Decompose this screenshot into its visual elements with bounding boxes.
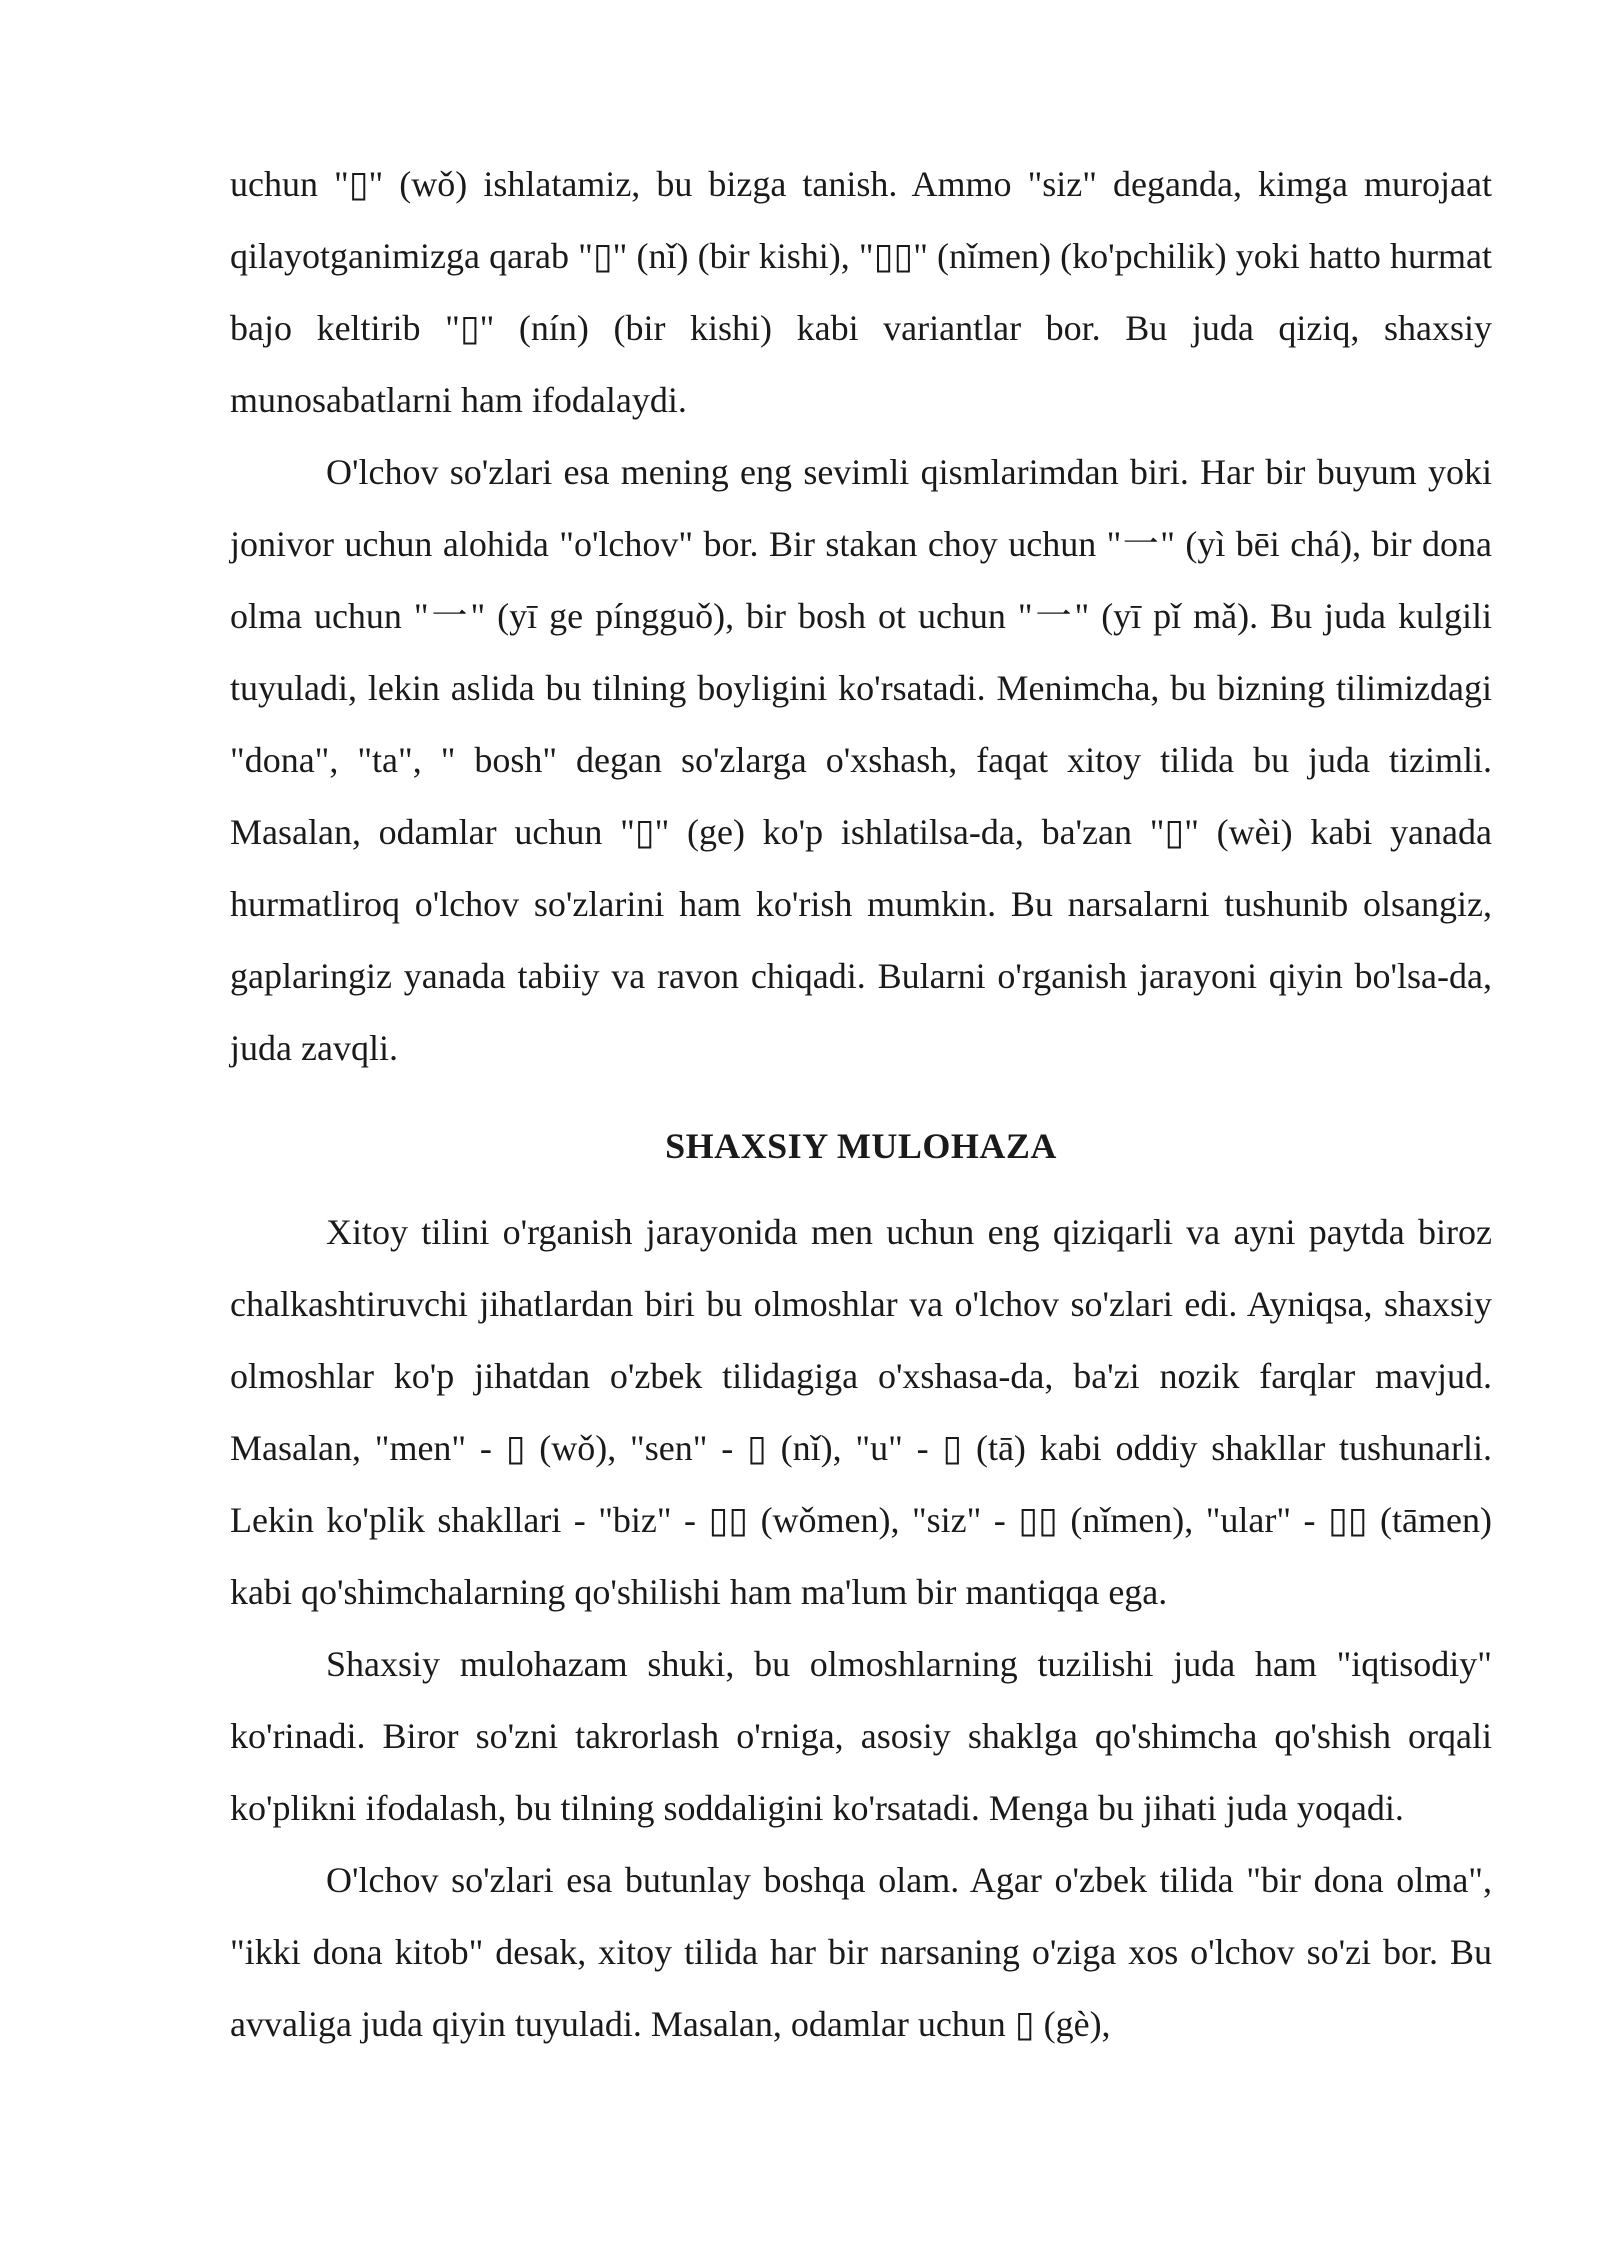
paragraph-reflection-measure-words: O'lchov so'zlari esa butunlay boshqa olam. Agar o'zbek tilida "bir dona olma", "ikki dona kitob" desak, xitoy tilida har bir narsaning o'ziga xos o'lchov so'zi bor. Bu avvaliga juda qiyin tuyuladi. Masalan, odamlar uchun ▯ (gè), (230, 1860, 1492, 2044)
section-heading: SHAXSIY MULOHAZA (665, 1126, 1057, 1166)
paragraph-reflection-opinion: Shaxsiy mulohazam shuki, bu olmoshlarning tuzilishi juda ham "iqtisodiy" ko'rinadi. Biror so'zni takrorlash o'rniga, asosiy shaklga qo'shimcha qo'shish orqali ko'plikni ifodalash, bu tilning soddaligini ko'rsatadi. Menga bu jihati juda yoqadi. (230, 1644, 1492, 1828)
paragraph-pronouns-continued: uchun "▯" (wǒ) ishlatamiz, bu bizga tanish. Ammo "siz" deganda, kimga murojaat qilayotganimizga qarab "▯" (nǐ) (bir kishi), "▯▯" (nǐmen) (ko'pchilik) yoki hatto hurmat bajo keltirib "▯" (nín) (bir kishi) kabi variantlar bor. Bu juda qiziq, shaxsiy munosabatlarni ham ifodalaydi. (230, 164, 1492, 420)
paragraph-reflection-intro: Xitoy tilini o'rganish jarayonida men uchun eng qiziqarli va ayni paytda biroz chalkashtiruvchi jihatlardan biri bu olmoshlar va o'lchov so'zlari edi. Ayniqsa, shaxsiy olmoshlar ko'p jihatdan o'zbek tilidagiga o'xshasa-da, ba'zi nozik farqlar mavjud. Masalan, "men" - ▯ (wǒ), "sen" - ▯ (nǐ), "u" - ▯ (tā) kabi oddiy shakllar tushunarli. Lekin ko'plik shakllari - "biz" - ▯▯ (wǒmen), "siz" - ▯▯ (nǐmen), "ular" - ▯▯ (tāmen) kabi qo'shimchalarning qo'shilishi ham ma'lum bir mantiqqa ega. (230, 1212, 1492, 1612)
document-page (230, 148, 1492, 2060)
paragraph-measure-words: O'lchov so'zlari esa mening eng sevimli qismlarimdan biri. Har bir buyum yoki jonivor uchun alohida "o'lchov" bor. Bir stakan choy uchun "一" (yì bēi chá), bir dona olma uchun "一" (yī ge píngguǒ), bir bosh ot uchun "一" (yī pǐ mǎ). Bu juda kulgili tuyuladi, lekin aslida bu tilning boyligini ko'rsatadi. Menimcha, bu bizning tilimizdagi "dona", "ta", " bosh" degan so'zlarga o'xshash, faqat xitoy tilida bu juda tizimli. Masalan, odamlar uchun "▯" (ge) ko'p ishlatilsa-da, ba'zan "▯" (wèi) kabi yanada hurmatliroq o'lchov so'zlarini ham ko'rish mumkin. Bu narsalarni tushunib olsangiz, gaplaringiz yanada tabiiy va ravon chiqadi. Bularni o'rganish jarayoni qiyin bo'lsa-da, juda zavqli. (230, 452, 1492, 1068)
